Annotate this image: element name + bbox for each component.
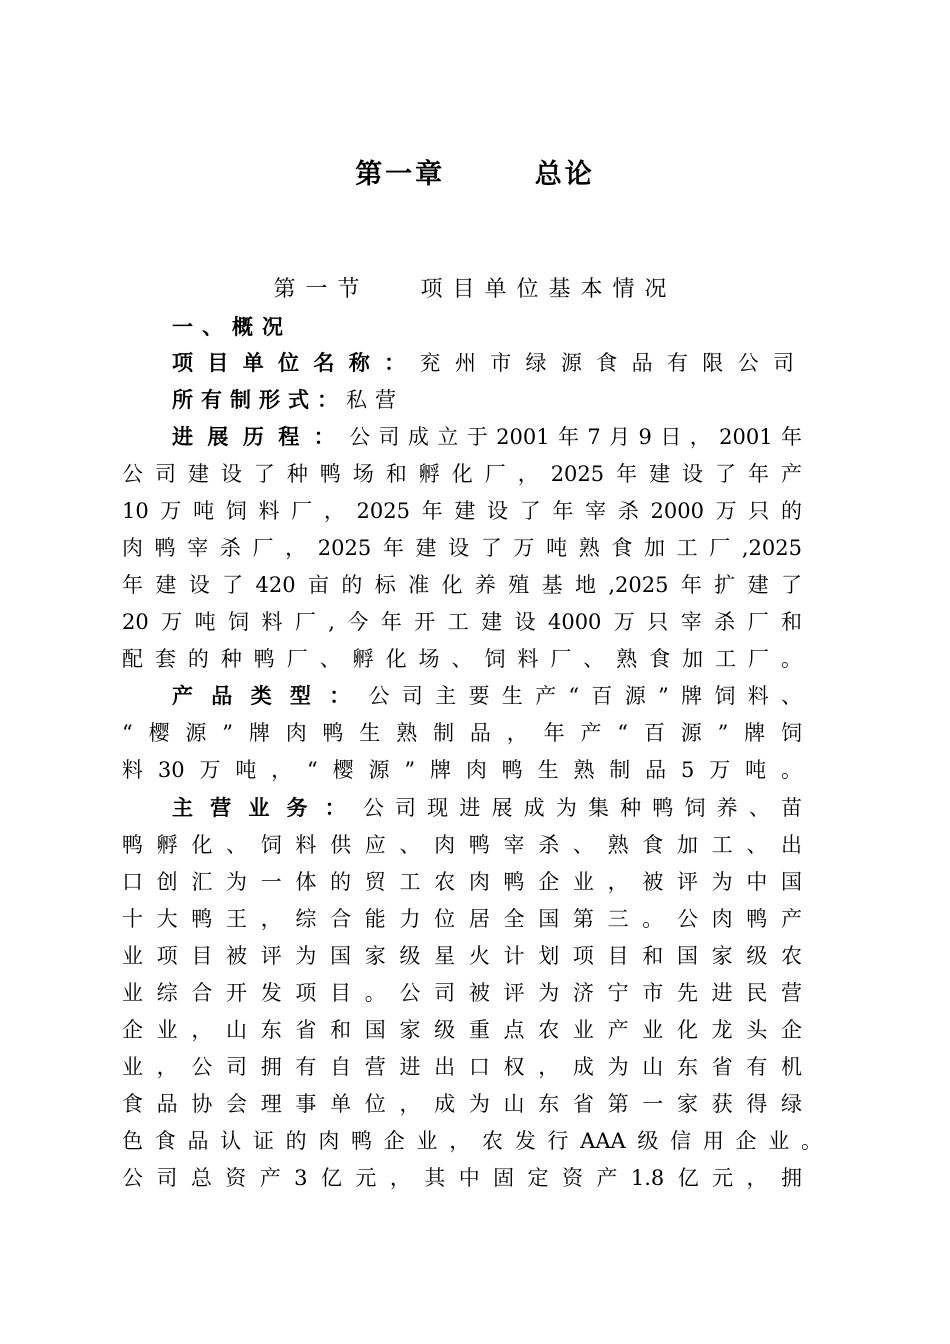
history-label: 进展历程： bbox=[172, 425, 350, 449]
business-line: 业项目被评为国家级星火计划项目和国家级农 bbox=[122, 944, 802, 968]
history-row bbox=[172, 422, 802, 452]
business-line: 色食品认证的肉鸭企业，农发行AAA级信用企业。 bbox=[122, 1129, 822, 1153]
business-line: 公司现进展成为集种鸭饲养、苗 bbox=[362, 796, 803, 820]
products-line: “樱源”牌肉鸭生熟制品，年产“百源”牌饲 bbox=[122, 721, 802, 745]
business-line: 公司总资产3亿元，其中固定资产1.8亿元，拥 bbox=[122, 1166, 802, 1190]
history-line: 10万吨饲料厂，2025年建设了年宰杀2000万只的 bbox=[122, 499, 802, 523]
business-line: 业，公司拥有自营进出口权，成为山东省有机 bbox=[122, 1055, 802, 1079]
history-line: 年建设了420亩的标准化养殖基地,2025年扩建了 bbox=[122, 573, 802, 597]
business-row bbox=[172, 793, 802, 823]
ownership-row bbox=[172, 385, 802, 415]
company-name-row bbox=[172, 348, 802, 378]
subheading-overview: 一、概况 bbox=[172, 315, 292, 339]
ownership-label: 所有制形式： bbox=[172, 388, 346, 412]
history-line: 20万吨饲料厂,今年开工建设4000万只宰杀厂和 bbox=[122, 610, 802, 634]
business-line: 十大鸭王，综合能力位居全国第三。公肉鸭产 bbox=[122, 907, 802, 931]
products-line: 料30万吨，“樱源”牌肉鸭生熟制品5万吨。 bbox=[122, 758, 802, 782]
business-line: 鸭孵化、饲料供应、肉鸭宰杀、熟食加工、出 bbox=[122, 833, 802, 857]
business-label: 主营业务： bbox=[172, 796, 363, 820]
business-line: 口创汇为一体的贸工农肉鸭企业，被评为中国 bbox=[122, 870, 802, 894]
products-row bbox=[172, 681, 802, 711]
history-line: 公司成立于2001年7月9日，2001年 bbox=[349, 425, 803, 449]
products-line: 公司主要生产“百源”牌饲料、 bbox=[368, 684, 803, 708]
company-name-value: 兖州市绿源食品有限公司 bbox=[419, 351, 803, 375]
business-line: 食品协会理事单位，成为山东省第一家获得绿 bbox=[122, 1092, 802, 1116]
products-label: 产品类型： bbox=[172, 684, 369, 708]
history-line: 公司建设了种鸭场和孵化厂，2025年建设了年产 bbox=[122, 462, 802, 486]
company-name-label: 项目单位名称： bbox=[172, 351, 420, 375]
business-line: 企业，山东省和国家级重点农业产业化龙头企 bbox=[122, 1018, 802, 1042]
chapter-title: 第一章 总论 bbox=[355, 159, 595, 190]
history-line: 肉鸭宰杀厂，2025年建设了万吨熟食加工厂,2025 bbox=[122, 536, 802, 560]
business-line: 业综合开发项目。公司被评为济宁市先进民营 bbox=[122, 981, 802, 1005]
history-line: 配套的种鸭厂、孵化场、饲料厂、熟食加工厂。 bbox=[122, 647, 802, 671]
section-title: 第一节 项目单位基本情况 bbox=[273, 277, 677, 302]
ownership-value: 私营 bbox=[346, 388, 404, 412]
